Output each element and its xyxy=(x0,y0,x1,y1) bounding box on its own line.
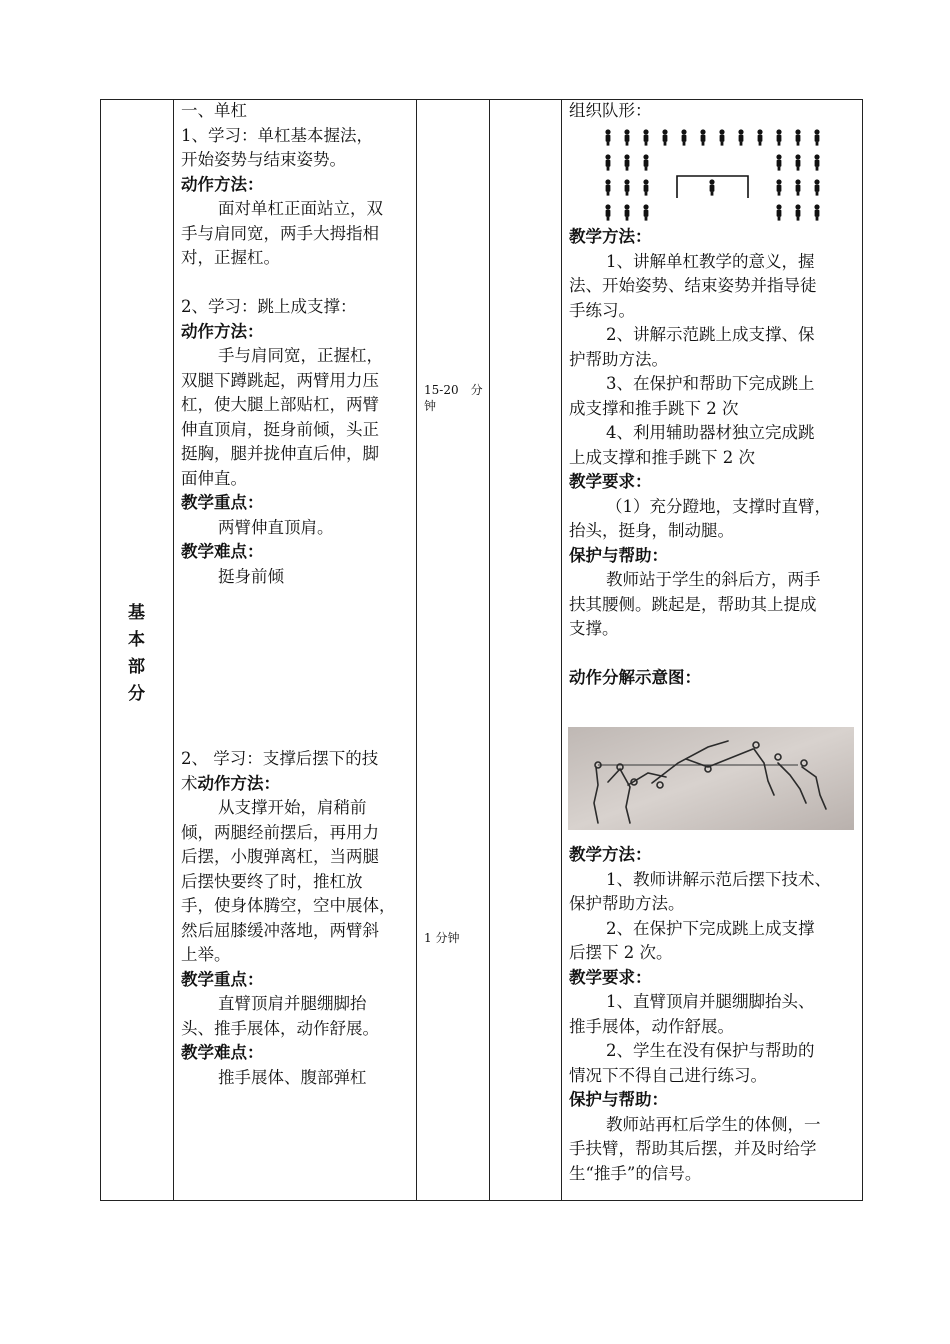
requirement1-label: 教学要求： xyxy=(569,472,652,491)
method2-line: 2、在保护下完成跳上成支撑 xyxy=(606,918,815,938)
item3-title: 2、 学习：支撑后摆下的技 xyxy=(181,749,379,768)
method1-line: 1、讲解单杠教学的意义，握 xyxy=(606,251,815,271)
section-label-char: 部 xyxy=(128,657,145,677)
method2-line: 保护帮助方法。 xyxy=(569,894,685,913)
formation-diagram xyxy=(600,125,830,225)
protection1-line: 支撑。 xyxy=(569,619,619,638)
requirement1-line: （1）充分蹬地，支撑时直臂， xyxy=(606,496,831,516)
item2-method-line: 面伸直。 xyxy=(181,468,247,488)
content-cell xyxy=(181,99,413,589)
section-label xyxy=(100,600,173,708)
time-value: 1 分钟 xyxy=(424,931,460,945)
item3-method-line: 上举。 xyxy=(181,945,231,964)
method1-line: 上成支撑和推手跳下 2 次 xyxy=(569,447,755,467)
time-cell-2 xyxy=(424,930,488,946)
time-cell-1 xyxy=(424,382,488,414)
section-label-char: 分 xyxy=(128,684,145,704)
method2-label: 教学方法： xyxy=(569,845,652,864)
protection2-label: 保护与帮助： xyxy=(569,1090,668,1109)
item2-method-line: 双腿下蹲跳起，两臂用力压 xyxy=(181,370,379,390)
item3-title-plain: 术 xyxy=(181,773,198,793)
methods-cell-body xyxy=(569,225,859,691)
time-value-unit: 钟 xyxy=(424,399,437,413)
method1-line: 法、开始姿势、结束姿势并指导徒 xyxy=(569,276,817,295)
requirement2-line: 2、学生在没有保护与帮助的 xyxy=(606,1041,815,1060)
method1-line: 护帮助方法。 xyxy=(569,349,668,369)
protection2-line: 教师站再杠后学生的体侧，一 xyxy=(606,1114,821,1134)
item2-diff-label: 教学难点： xyxy=(181,542,264,561)
diagram-label: 动作分解示意图： xyxy=(569,668,701,687)
item3-method-line: 后摆，小腹弹离杠，当两腿 xyxy=(181,847,379,866)
item1-title: 1、学习：单杠基本握法， xyxy=(181,125,373,145)
requirement2-label: 教学要求： xyxy=(569,967,652,987)
item2-method-line: 挺胸，腿并拢伸直后伸，脚 xyxy=(181,444,379,463)
method2-line: 后摆下 2 次。 xyxy=(569,943,673,962)
item1-title: 开始姿势与结束姿势。 xyxy=(181,150,346,169)
horizontal-bar-icon xyxy=(677,176,748,198)
method2-line: 1、教师讲解示范后摆下技术、 xyxy=(606,869,831,889)
protection1-line: 教师站于学生的斜后方，两手 xyxy=(606,570,821,589)
table-border-col1 xyxy=(173,99,174,1201)
item1-method-line: 手与肩同宽，两手大拇指相 xyxy=(181,223,379,243)
item3-key-line: 头、推手展体，动作舒展。 xyxy=(181,1018,379,1038)
methods-cell-lower xyxy=(569,843,859,1186)
item2-method-label: 动作方法： xyxy=(181,321,264,341)
item1-method-line: 面对单杠正面站立，双 xyxy=(218,199,383,218)
method1-label: 教学方法： xyxy=(569,227,652,246)
spacer xyxy=(569,642,859,667)
time-value: 15-20 分 xyxy=(424,383,483,397)
method1-line: 4、利用辅助器材独立完成跳 xyxy=(606,423,815,442)
item2-method-line: 手与肩同宽，正握杠， xyxy=(218,346,383,365)
method1-line: 3、在保护和帮助下完成跳上 xyxy=(606,374,815,393)
content-cell-2 xyxy=(181,747,413,1090)
item2-key-label: 教学重点： xyxy=(181,493,264,512)
item2-diff: 挺身前倾 xyxy=(218,566,284,586)
formation-label: 组织队形： xyxy=(569,101,652,120)
item1-method-line: 对，正握杠。 xyxy=(181,248,280,267)
method1-line: 手练习。 xyxy=(569,300,635,320)
spacer xyxy=(181,271,413,296)
method1-line: 成支撑和推手跳下 2 次 xyxy=(569,398,739,418)
protection2-line: 手扶臂，帮助其后摆，并及时给学 xyxy=(569,1139,817,1158)
gymnastics-sequence-image xyxy=(568,727,854,830)
content-heading: 一、单杠 xyxy=(181,101,247,120)
requirement2-line: 推手展体，动作舒展。 xyxy=(569,1016,734,1036)
item2-key: 两臂伸直顶肩。 xyxy=(218,517,334,537)
item3-method-line: 然后屈膝缓冲落地，两臂斜 xyxy=(181,920,379,940)
requirement2-line: 情况下不得自己进行练习。 xyxy=(569,1065,767,1085)
item3-method-line: 手，使身体腾空，空中展体， xyxy=(181,896,396,915)
item3-method-line: 从支撑开始，肩稍前 xyxy=(218,798,367,817)
protection2-line: 生“推手”的信号。 xyxy=(569,1163,702,1183)
method1-line: 2、讲解示范跳上成支撑、保 xyxy=(606,325,815,344)
section-label-char: 基 xyxy=(128,603,145,623)
item3-diff: 推手展体、腹部弹杠 xyxy=(218,1067,367,1087)
requirement2-line: 1、直臂顶肩并腿绷脚抬头、 xyxy=(606,992,815,1011)
requirement1-line: 抬头，挺身，制动腿。 xyxy=(569,521,734,540)
item3-key-label: 教学重点： xyxy=(181,969,264,989)
protection1-label: 保护与帮助： xyxy=(569,545,668,565)
item3-method-line: 倾，两腿经前摆后，再用力 xyxy=(181,822,379,842)
item1-method-label: 动作方法： xyxy=(181,174,264,194)
methods-cell xyxy=(569,99,859,124)
formation-row-top xyxy=(605,129,819,145)
table-border-col5 xyxy=(862,99,863,1201)
item2-title: 2、学习：跳上成支撑： xyxy=(181,297,357,316)
item3-key-line: 直臂顶肩并腿绷脚抬 xyxy=(218,994,367,1013)
method1-lines xyxy=(569,250,859,471)
table-border-col2 xyxy=(416,99,417,1201)
section-label-char: 本 xyxy=(128,630,145,650)
item3-method-label: 动作方法： xyxy=(197,773,280,793)
item2-method-line: 杠，使大腿上部贴杠，两臂 xyxy=(181,395,379,414)
table-bottom-border xyxy=(100,1200,863,1201)
formation-group-right xyxy=(776,154,819,220)
protection1-line: 扶其腰侧。跳起是，帮助其上提成 xyxy=(569,594,817,614)
item2-method-line: 伸直顶肩，挺身前倾，头正 xyxy=(181,419,379,439)
item3-title-line2 xyxy=(181,772,413,797)
item3-method-line: 后摆快要终了时，推杠放 xyxy=(181,871,363,891)
item3-diff-label: 教学难点： xyxy=(181,1043,264,1062)
formation-group-left xyxy=(605,154,648,220)
table-border-col3 xyxy=(489,99,490,1201)
table-border-col4 xyxy=(561,99,562,1201)
